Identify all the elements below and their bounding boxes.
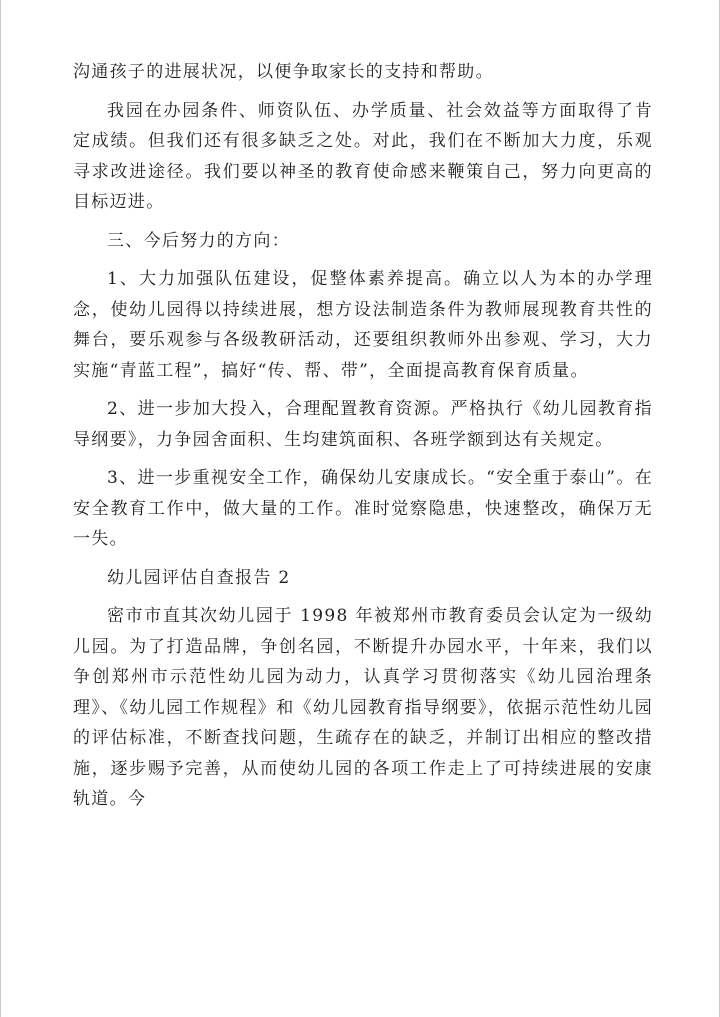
document-body <box>73 57 653 823</box>
section-heading-future-direction: 三、今后努力的方向： <box>107 230 290 251</box>
list-item-3: 3、进一步重视安全工作，确保幼儿安康成长。“安全重于泰山”。在安全教育工作中，做大量的工作。准时觉察隐患，快速整改，确保万无一失。 <box>73 468 653 549</box>
paragraph-achievements: 我园在办园条件、师资队伍、办学质量、社会效益等方面取得了肯定成绩。但我们还有很多缺乏之处。对此，我们在不断加大力度，乐观寻求改进途径。我们要以神圣的教育使命感来鞭策自己，努力向更高的目标迈进。 <box>73 100 653 212</box>
list-item-1: 1、大力加强队伍建设，促整体素养提高。确立以人为本的办学理念，使幼儿园得以持续进展，想方设法制造条件为教师展现教育共性的舞台，要乐观参与各级教研活动，还要组织教师外出参观、学习，大力实施“青蓝工程”，搞好“传、帮、带”，全面提高教育保育质量。 <box>73 269 653 381</box>
paragraph-report-2-intro: 密市市直其次幼儿园于 1998 年被郑州市教育委员会认定为一级幼儿园。为了打造品牌，争创名园，不断提升办园水平，十年来，我们以争创郑州市示范性幼儿园为动力，认真学习贯彻落实《幼儿园治理条理》、《幼儿园工作规程》和《幼儿园教育指导纲要》，依据示范性幼儿园的评估标准，不断查找问题，生疏存在的缺乏，并制订出相应的整改措施，逐步赐予完善，从而使幼儿园的各项工作走上了可持续进展的安康轨道。今 <box>73 606 653 809</box>
paragraph-continuation: 沟通孩子的进展状况，以便争取家长的支持和帮助。 <box>73 62 494 82</box>
list-item-2: 2、进一步加大投入，合理配置教育资源。严格执行《幼儿园教育指导纲要》，力争园舍面积、生均建筑面积、各班学额到达有关规定。 <box>73 399 653 450</box>
report-title-2: 幼儿园评估自查报告 2 <box>107 567 291 588</box>
